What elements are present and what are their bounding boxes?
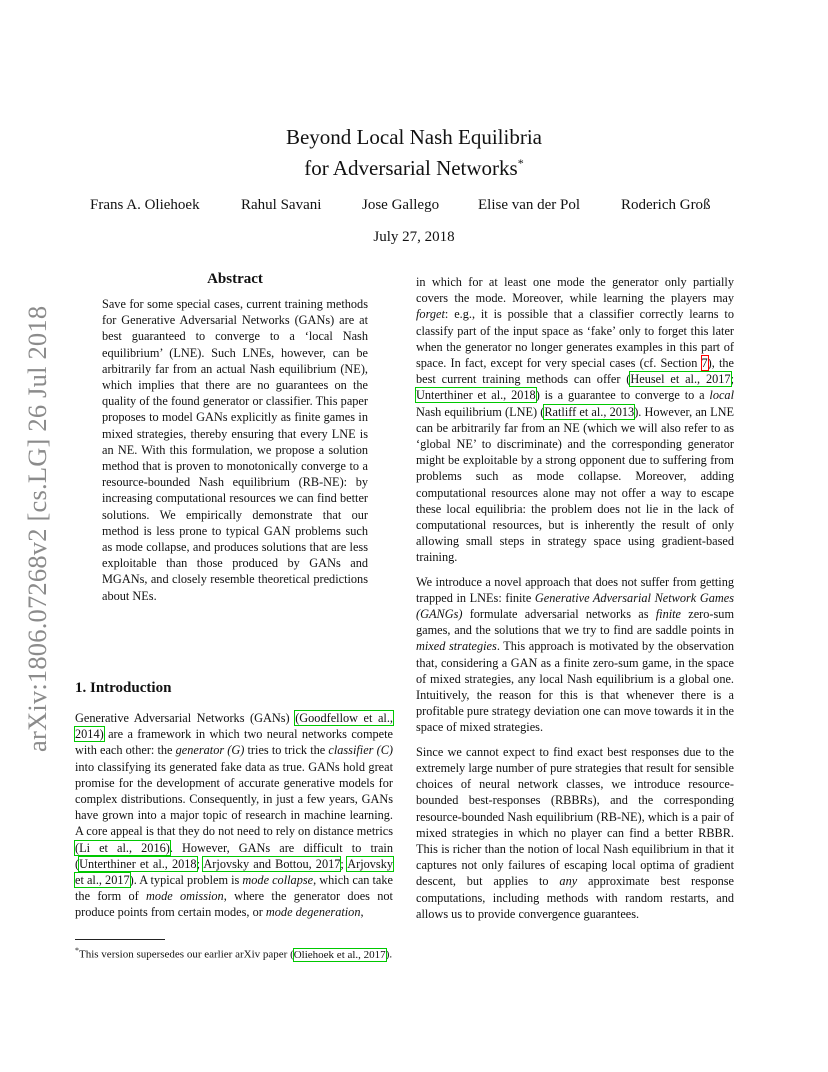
text-run: . However, GANs are difficult to train ( xyxy=(75,840,393,871)
paragraph xyxy=(416,744,734,922)
paper-title-line2 xyxy=(0,150,828,181)
footnote-mark: * xyxy=(75,946,79,955)
citation-link[interactable]: Oliehoek et al., 2017 xyxy=(293,948,386,961)
emphasis: local xyxy=(709,388,734,403)
text-run: : e.g., it is possible that a classifier correctly learns to classify part of the input space as ‘fake’ only to forget this later when the generator no longer generates examples in this part of space. In fact, except for very special cases (cf. Section xyxy=(416,307,734,371)
footnote xyxy=(75,944,393,962)
citation-link[interactable]: Arjovsky et al., 2017 xyxy=(75,856,394,888)
arxiv-stamp: arXiv:1806.07268v2 [cs.LG] 26 Jul 2018 xyxy=(22,305,52,752)
citation-link[interactable]: (Goodfellow et al., 2014) xyxy=(75,711,393,742)
abstract-heading: Abstract xyxy=(207,271,263,287)
emphasis: mode degeneration xyxy=(265,905,361,920)
section-heading-introduction: 1. Introduction xyxy=(75,680,172,696)
author-name: Roderich Groß xyxy=(621,197,711,213)
text-run: ; xyxy=(340,856,348,871)
section-ref-link[interactable]: 7 xyxy=(701,356,708,371)
paper-date: July 27, 2018 xyxy=(373,229,455,245)
emphasis: classifier (C) xyxy=(328,743,393,758)
text-run: ; xyxy=(196,856,204,871)
author-name: Jose Gallego xyxy=(362,197,440,213)
text-run: We introduce a novel approach that does not suffer from getting trapped in LNEs: finite xyxy=(416,574,734,605)
paper-title-line1: Beyond Local Nash Equilibria xyxy=(285,125,543,149)
footnote-rule xyxy=(75,939,165,940)
text-run: This version supersedes our earlier arXiv paper ( xyxy=(79,948,294,961)
text-run: ). A typical problem is xyxy=(129,873,243,888)
citation-link[interactable]: Unterthiner et al., 2018 xyxy=(79,856,197,871)
paragraph xyxy=(416,274,734,566)
title-footnote-mark: * xyxy=(517,156,524,170)
author-name: Elise van der Pol xyxy=(478,197,581,213)
text-run: , where the generator does not produce points from certain modes, or xyxy=(75,889,393,920)
text-run: Generative Adversarial Networks (GANs) xyxy=(75,711,296,725)
text-run: in which for at least one mode the generator only partially covers the mode. Moreover, while learning the players may xyxy=(416,275,734,306)
text-run: formulate adversarial networks as xyxy=(462,607,656,622)
emphasis: any xyxy=(559,874,578,889)
emphasis: mode collapse xyxy=(242,873,314,888)
emphasis: finite xyxy=(655,607,682,622)
paragraph xyxy=(416,574,734,736)
emphasis: Generative Adversarial Network Games (GANGs) xyxy=(416,590,734,622)
text-run: ). xyxy=(385,948,393,961)
author-name: Frans A. Oliehoek xyxy=(90,197,200,213)
text-run: are a framework in which two neural networks compete with each other: the xyxy=(75,727,393,758)
text-run: tries to trick the xyxy=(244,743,329,758)
author-name: Rahul Savani xyxy=(241,197,322,213)
citation-link[interactable]: (Li et al., 2016) xyxy=(75,840,170,855)
right-column xyxy=(416,274,734,930)
abstract-text: Save for some special cases, current training methods for Generative Adversarial Networks (GANs) are at best guaranteed to converge to a ‘local Nash equilibrium’ (LNE). Such LNEs, however, can be arbitrarily far from an actual Nash equilibrium (NE), which implies that there are no guarantees on the quality of the found generator or classifier. This paper proposes to model GANs explicitly as finite games in mixed strategies, thereby ensuring that every LNE is an NE. With this formulation, we propose a solution method that is proven to monotonically converge to a resource-bounded Nash equilibrium (RB-NE): by increasing computational resources we can find better solutions. We empirically demonstrate that our method is less prone to typical GAN problems such as mode collapse, and produces solutions that are less exploitable than those produced by GANs and MGANs, and closely resemble theoretical predictions about NEs. xyxy=(102,297,368,603)
introduction-paragraph xyxy=(75,710,393,921)
emphasis: forget xyxy=(416,307,445,322)
text-run: Since we cannot expect to find exact best responses due to the extremely large number of pure strategies that result for sensible choices of neural network classes, we introduce resource-bounded best-responses (RBBRs), and the corresponding resource-bounded Nash equilibrium (RB-NE), which is a pair of mixed strategies in which no player can find a better RBBR. This is richer than the notion of local Nash equilibrium in that it captures not only failures of escaping local optima of gradient descent, but applies to xyxy=(416,744,734,889)
text-run: ) is a guarantee to converge to a xyxy=(535,388,710,403)
text-run: . This approach is motivated by the observation that, considering a GAN as a finite zero-sum game, in the space of mixed strategies, any local Nash equilibrium is a global one. Intuitively, the reason for this is that whenever there is a profitable pure strategy deviation one can move towards it in the space of mixed strategies. xyxy=(416,639,734,735)
text-run: ; xyxy=(730,372,734,387)
text-run: approximate best response computations, including methods with random restarts, and allows us to provide convergence guarantees. xyxy=(416,874,734,921)
paper-title-line2-text: for Adversarial Networks xyxy=(304,156,518,180)
emphasis: generator (G) xyxy=(175,743,245,758)
text-run: ), the best current training methods can offer ( xyxy=(416,356,734,387)
citation-link[interactable]: Arjovsky and Bottou, 2017 xyxy=(203,856,341,871)
text-run: Nash equilibrium (LNE) ( xyxy=(416,404,545,419)
text-run: zero-sum games, and the solutions that we try to find are saddle points in xyxy=(416,607,735,638)
text-run: ). However, an LNE can be arbitrarily far from an NE (which we will also refer to as ‘global NE’ to discriminate) and the corresponding generator might be exploitable by a strong opponent due to suffering from problems such as mode collapse. Moreover, adding computational resources alone may not offer a way to escape these local equilibria: the problem does not lie in the lack of computational resources, but is inherently the result of only allowing small steps in strategy space using gradient-based training. xyxy=(416,404,734,565)
text-run: into classifying its generated fake data as true. GANs hold great promise for the development of accurate generative models for complex distributions. Consequently, in just a few years, GANs have grown into a major topic of research in machine learning. A core appeal is that they do not need to rely on distance metrics xyxy=(75,759,393,839)
citation-link[interactable]: Unterthiner et al., 2018 xyxy=(416,388,536,403)
text-run: , xyxy=(360,905,364,920)
citation-link[interactable]: Heusel et al., 2017 xyxy=(630,372,731,387)
citation-link[interactable]: Ratliff et al., 2013 xyxy=(544,404,635,419)
emphasis: mixed strategies xyxy=(416,639,497,654)
emphasis: mode omission xyxy=(146,889,224,904)
text-run: , which can take the form of xyxy=(75,873,393,904)
